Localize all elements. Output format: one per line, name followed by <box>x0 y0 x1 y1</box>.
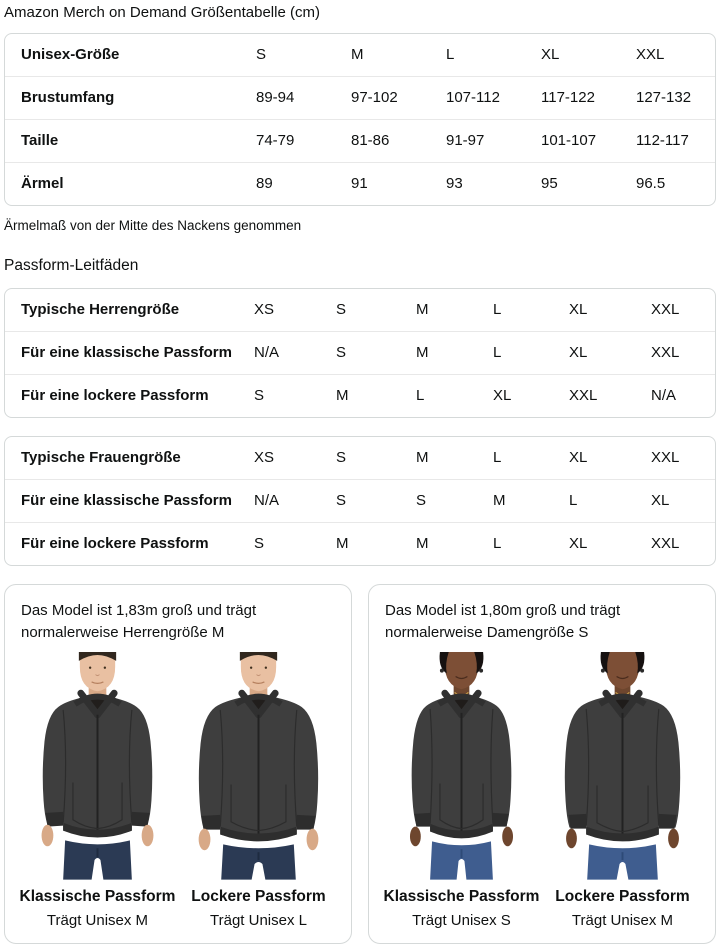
table-cell: XL <box>651 492 670 509</box>
page-title: Amazon Merch on Demand Größentabelle (cm) <box>4 4 320 21</box>
figure-caption <box>383 887 540 931</box>
table-cell: XS <box>254 449 275 466</box>
row-label: Unisex-Größe <box>21 46 120 63</box>
table-cell: L <box>569 492 578 509</box>
model-figure-classic <box>19 652 176 931</box>
table-cell: 101-107 <box>541 132 597 149</box>
unisex-size-table <box>4 33 716 206</box>
fit-label: Klassische Passform <box>383 887 540 905</box>
table-cell: XL <box>569 535 588 552</box>
figure-caption <box>180 887 337 931</box>
table-cell: 95 <box>541 175 558 192</box>
table-cell: 117-122 <box>541 89 595 106</box>
model-description: Das Model ist 1,80m groß und trägt normalerweise Damengröße S <box>385 602 621 641</box>
table-cell: XXL <box>651 344 680 361</box>
table-row-classic-fit <box>5 331 715 374</box>
table-cell: 74-79 <box>256 132 295 149</box>
row-label: Typische Herrengröße <box>21 301 180 318</box>
table-cell: XL <box>569 344 588 361</box>
table-cell: 91-97 <box>446 132 485 149</box>
table-row-waist <box>5 119 715 162</box>
table-cell: 127-132 <box>636 89 692 106</box>
model-cards <box>4 584 716 944</box>
fit-label: Lockere Passform <box>555 887 690 905</box>
table-cell: 96.5 <box>636 175 666 192</box>
table-cell: S <box>254 387 265 404</box>
table-cell: S <box>336 301 347 318</box>
table-row-loose-fit <box>5 374 715 417</box>
model-figure-loose <box>180 652 337 931</box>
table-row-typical-womens-size <box>5 437 715 479</box>
table-cell: 89 <box>256 175 273 192</box>
row-label: Typische Frauengröße <box>21 449 181 466</box>
table-cell: M <box>351 46 364 63</box>
row-label: Brustumfang <box>21 89 115 106</box>
table-cell: XL <box>493 387 512 404</box>
table-row-sleeve <box>5 162 715 205</box>
model-description: Das Model ist 1,83m groß und trägt normalerweise Herrengröße M <box>21 602 257 641</box>
male-model-loose-fit-photo <box>180 652 337 880</box>
table-row-loose-fit <box>5 522 715 565</box>
table-cell: S <box>336 449 347 466</box>
table-cell: M <box>336 535 349 552</box>
fit-guides-title: Passform-Leitfäden <box>4 257 139 274</box>
table-cell: M <box>416 301 429 318</box>
size-worn-label: Trägt Unisex M <box>571 911 674 929</box>
table-cell: XXL <box>636 46 665 63</box>
table-cell: XL <box>569 301 588 318</box>
male-model-classic-fit-photo <box>19 652 176 880</box>
table-cell: S <box>256 46 267 63</box>
table-cell: N/A <box>254 492 280 509</box>
mens-fit-table <box>4 288 716 418</box>
table-cell: S <box>416 492 427 509</box>
table-row-chest <box>5 76 715 119</box>
size-worn-label: Trägt Unisex S <box>412 911 511 929</box>
table-cell: XS <box>254 301 275 318</box>
table-cell: M <box>416 535 429 552</box>
row-label: Taille <box>21 132 59 149</box>
table-cell: N/A <box>254 344 280 361</box>
sleeve-measure-note: Ärmelmaß von der Mitte des Nackens genommen <box>4 218 302 233</box>
table-cell: N/A <box>651 387 677 404</box>
table-cell: 97-102 <box>351 89 398 106</box>
table-cell: S <box>254 535 265 552</box>
table-cell: 91 <box>351 175 368 192</box>
figure-caption <box>19 887 176 931</box>
table-cell: 81-86 <box>351 132 390 149</box>
row-label: Für eine klassische Passform <box>21 344 232 361</box>
table-cell: M <box>336 387 349 404</box>
size-worn-label: Trägt Unisex M <box>46 911 149 929</box>
table-cell: 107-112 <box>446 89 500 106</box>
table-cell: S <box>336 492 347 509</box>
size-worn-label: Trägt Unisex L <box>210 911 307 929</box>
table-cell: XXL <box>651 535 680 552</box>
table-cell: XXL <box>569 387 598 404</box>
table-cell: L <box>493 535 502 552</box>
figure-caption <box>544 887 701 931</box>
mens-model-card <box>4 584 352 944</box>
table-cell: L <box>493 449 502 466</box>
model-figure-classic <box>383 652 540 931</box>
fit-label: Klassische Passform <box>19 887 176 905</box>
row-label: Für eine lockere Passform <box>21 387 209 404</box>
table-cell: L <box>493 344 502 361</box>
fit-label: Lockere Passform <box>191 887 326 905</box>
table-cell: XL <box>569 449 588 466</box>
table-row-classic-fit <box>5 479 715 522</box>
table-cell: 89-94 <box>256 89 295 106</box>
table-cell: XXL <box>651 449 680 466</box>
table-row-typical-mens-size <box>5 289 715 331</box>
table-cell: S <box>336 344 347 361</box>
table-row-unisex-size <box>5 34 715 76</box>
row-label: Ärmel <box>21 175 64 192</box>
table-cell: M <box>493 492 506 509</box>
womens-model-card <box>368 584 716 944</box>
table-cell: M <box>416 449 429 466</box>
female-model-classic-fit-photo <box>383 652 540 880</box>
table-cell: L <box>416 387 425 404</box>
table-cell: M <box>416 344 429 361</box>
table-cell: L <box>446 46 455 63</box>
table-cell: 112-117 <box>636 132 689 149</box>
table-cell: XXL <box>651 301 680 318</box>
female-model-loose-fit-photo <box>544 652 701 880</box>
row-label: Für eine lockere Passform <box>21 535 209 552</box>
table-cell: 93 <box>446 175 463 192</box>
table-cell: L <box>493 301 502 318</box>
womens-fit-table <box>4 436 716 566</box>
model-figures <box>19 652 337 931</box>
row-label: Für eine klassische Passform <box>21 492 232 509</box>
model-figures <box>383 652 701 931</box>
table-cell: XL <box>541 46 560 63</box>
model-figure-loose <box>544 652 701 931</box>
